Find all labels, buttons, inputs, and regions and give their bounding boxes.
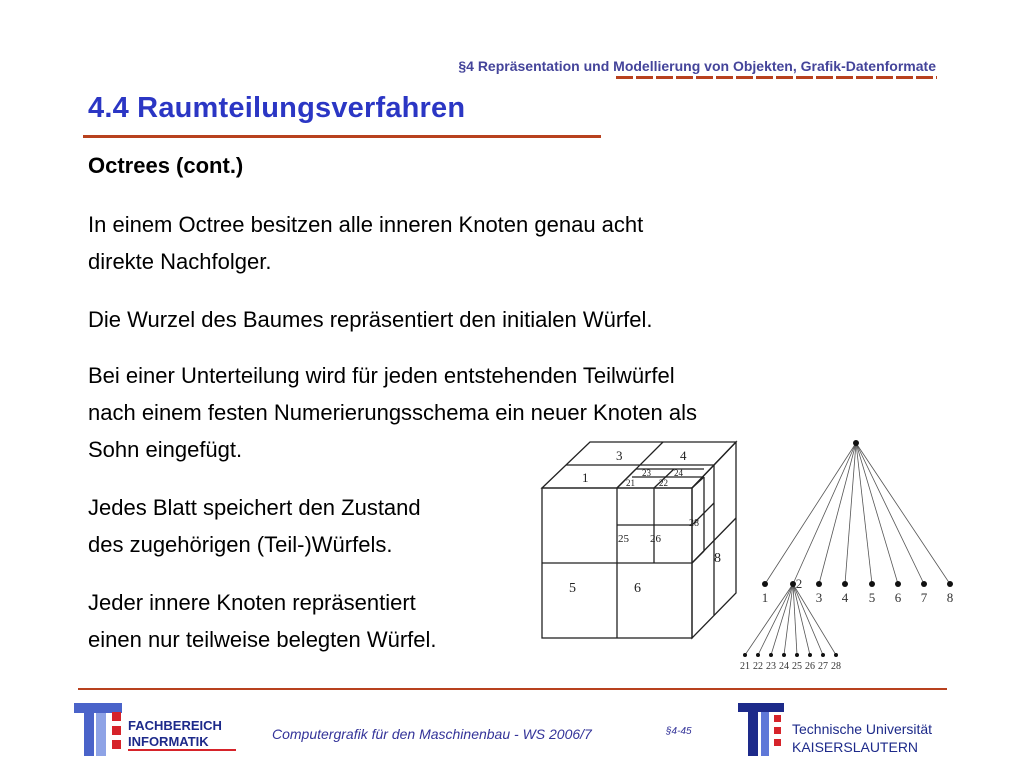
tree-leaf-node (795, 653, 799, 657)
slide-subtitle: Octrees (cont.) (88, 153, 244, 178)
octree-figure (538, 438, 958, 674)
tree-node (816, 581, 822, 587)
cube-label: 5 (569, 581, 576, 596)
tree-label: 7 (920, 590, 928, 605)
header-dashed-rule (616, 76, 937, 79)
tree-leaf-node (743, 653, 747, 657)
paragraph-line: direkte Nachfolger. (88, 249, 272, 274)
cube-label: 8 (714, 551, 721, 566)
slide-title: 4.4 Raumteilungsverfahren (88, 92, 466, 124)
cube-label: 23 (642, 468, 651, 478)
footer-rule (78, 688, 947, 690)
logo-right-line-2: KAISERSLAUTERN (792, 739, 919, 755)
cube-label: 24 (674, 468, 683, 478)
tree-label: 8 (946, 590, 954, 605)
tree-label: 1 (761, 590, 769, 605)
tree-leaf-label: 23 (766, 661, 776, 672)
paragraph-line: Jeder innere Knoten repräsentiert (88, 590, 416, 615)
cube-label: 3 (616, 448, 623, 463)
octree-tree (745, 443, 950, 655)
tree-node (869, 581, 875, 587)
tree-node (947, 581, 953, 587)
paragraph-2 (88, 301, 653, 338)
tree-leaf-node (808, 653, 812, 657)
tree-leaf-label: 21 (740, 661, 750, 672)
paragraph-line: Sohn eingefügt. (88, 437, 243, 462)
paragraph-line: des zugehörigen (Teil-)Würfels. (88, 532, 393, 557)
tree-label: 4 (841, 590, 849, 605)
tree-node (921, 581, 927, 587)
tree-leaf-node (782, 653, 786, 657)
cube-label: 26 (650, 533, 661, 545)
cube-label: 25 (618, 533, 629, 545)
footer-page-number: §4-45 (666, 726, 692, 737)
paragraph-line: Bei einer Unterteilung wird für jeden entstehenden Teilwürfel (88, 363, 675, 388)
paragraph-line: Die Wurzel des Baumes repräsentiert den initialen Würfel. (88, 307, 653, 332)
paragraph-4 (88, 489, 421, 563)
tu-kaiserslautern-logo (736, 700, 951, 758)
paragraph-line: einen nur teilweise belegten Würfel. (88, 627, 437, 652)
tree-node (842, 581, 848, 587)
cube-label: 21 (626, 478, 635, 488)
tree-label: 5 (868, 590, 876, 605)
tree-node (762, 581, 768, 587)
tree-leaf-node (756, 653, 760, 657)
paragraph-1 (88, 206, 643, 280)
logo-left-line-2: INFORMATIK (128, 734, 209, 749)
title-rule (83, 135, 601, 138)
tree-leaf-label: 28 (831, 661, 841, 672)
tree-leaf-node (834, 653, 838, 657)
octree-cube (542, 442, 736, 638)
cube-label: 6 (634, 581, 641, 596)
fachbereich-informatik-logo (72, 700, 242, 758)
footer-course: Computergrafik für den Maschinenbau - WS 2006/7 (272, 726, 592, 742)
cube-label: 28 (689, 518, 699, 529)
tree-leaf-label: 25 (792, 661, 802, 672)
logo-right-line-1: Technische Universität (792, 721, 933, 737)
tree-label: 3 (815, 590, 823, 605)
paragraph-5 (88, 584, 437, 658)
tree-leaf-label: 27 (818, 661, 828, 672)
fb-emblem-icon (74, 703, 122, 756)
tree-leaf-node (821, 653, 825, 657)
cube-label: 1 (582, 470, 589, 485)
logo-left-line-1: FACHBEREICH (128, 718, 222, 733)
tu-emblem-icon (738, 703, 784, 756)
tree-root-node (853, 440, 859, 446)
tree-label: 6 (894, 590, 902, 605)
paragraph-line: nach einem festen Numerierungsschema ein neuer Knoten als (88, 400, 698, 425)
tree-leaf-label: 26 (805, 661, 815, 672)
chapter-header: §4 Repräsentation und Modellierung von Objekten, Grafik-Datenformate (458, 58, 936, 74)
tree-label: 2 (795, 576, 803, 591)
tree-leaf-label: 22 (753, 661, 763, 672)
tree-node (895, 581, 901, 587)
cube-label: 22 (659, 478, 668, 488)
paragraph-line: In einem Octree besitzen alle inneren Knoten genau acht (88, 212, 644, 237)
tree-leaf-node (769, 653, 773, 657)
tree-leaf-label: 24 (779, 661, 789, 672)
cube-label: 4 (680, 448, 687, 463)
paragraph-line: Jedes Blatt speichert den Zustand (88, 495, 421, 520)
